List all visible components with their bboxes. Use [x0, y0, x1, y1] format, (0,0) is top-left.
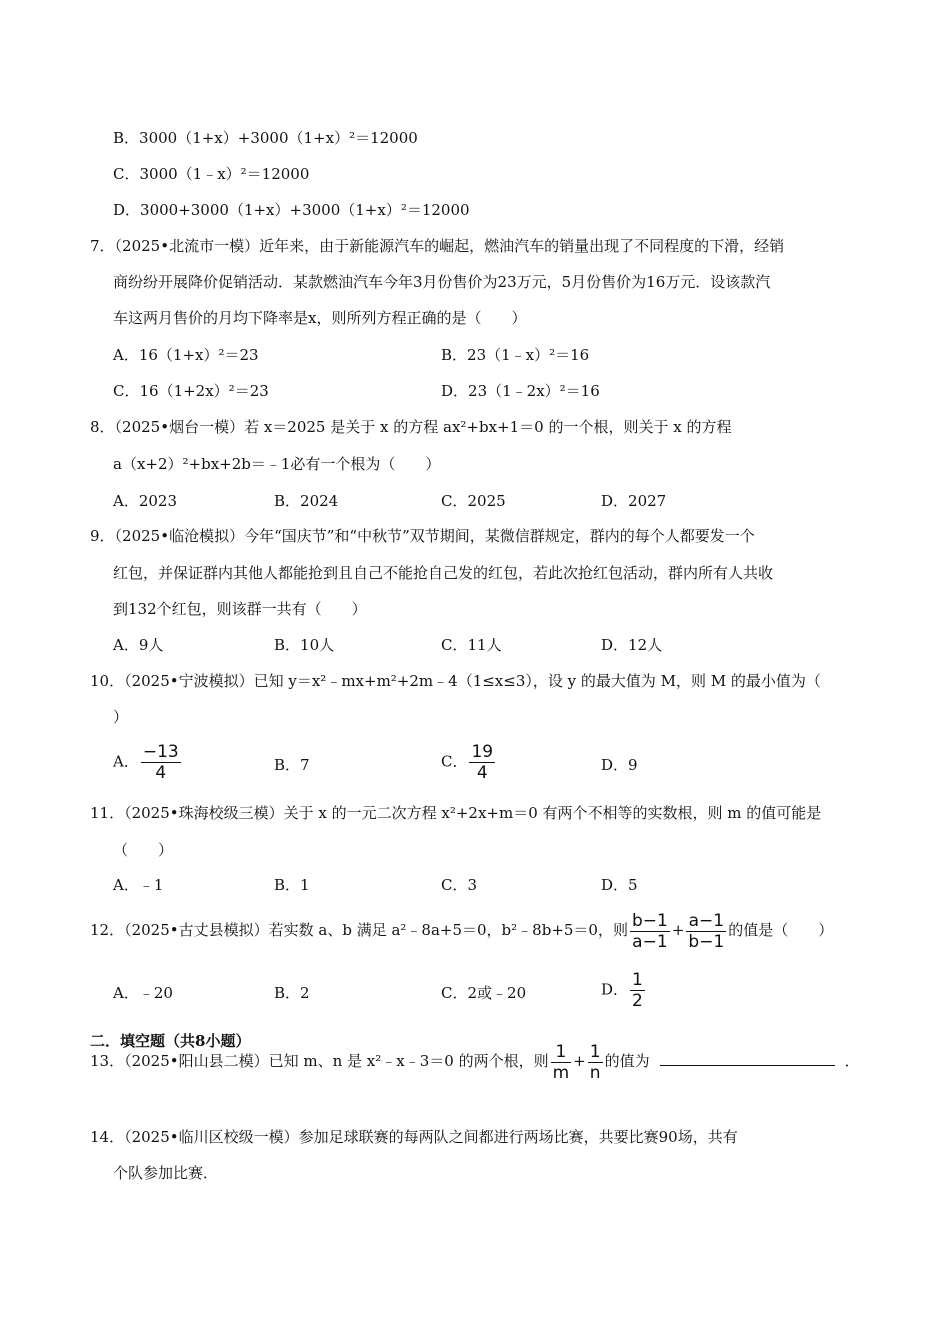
q11-line1: 11．（2025•珠海校级三模）关于 x 的一元二次方程 x²+2x+m＝0 有两个不相等的实数根，则 m 的值可能是 — [90, 804, 822, 822]
q10-line2: ） — [113, 708, 129, 726]
fraction-denominator: 4 — [476, 763, 488, 783]
fraction-numerator: 1 — [589, 1041, 601, 1062]
q11-line2: （ ） — [113, 841, 174, 859]
q6-option-b: B．3000（1+x）+3000（1+x）²＝12000 — [113, 129, 418, 147]
q14-line2: 个队参加比赛． — [113, 1164, 219, 1182]
section-heading-fill-in: 二．填空题（共8小题） — [90, 1032, 251, 1050]
q10-option-a-fraction — [141, 742, 181, 783]
q9-option-c: C．11人 — [441, 636, 502, 654]
q11-option-b: B．1 — [274, 876, 310, 894]
q13-prefix: 13．（2025•阳山县二模）已知 m、n 是 x²﹣x﹣3＝0 的两个根，则 — [90, 1052, 549, 1070]
q12-option-d-fraction — [630, 970, 645, 1011]
q13-fraction-2 — [588, 1042, 603, 1083]
fraction-numerator: 1 — [551, 1042, 572, 1063]
q12-fraction-2 — [686, 911, 726, 952]
q8-option-a: A．2023 — [113, 492, 178, 510]
q13-end: ． — [844, 1052, 860, 1070]
q7-option-a: A．16（1+x）²＝23 — [113, 346, 259, 364]
q6-option-d: D．3000+3000（1+x）+3000（1+x）²＝12000 — [113, 201, 470, 219]
fraction-numerator: −13 — [142, 742, 179, 762]
q7-line3: 车这两月售价的月均下降率是x，则所列方程正确的是（ ） — [113, 309, 527, 327]
q7-number: 7． — [90, 237, 115, 255]
q8-line2: a（x+2）²+bx+2b＝﹣1必有一个根为（ ） — [113, 455, 441, 473]
q11-option-d: D．5 — [601, 876, 638, 894]
q9-line1: 9．（2025•临沧模拟）今年“国庆节”和“中秋节”双节期间，某微信群规定，群内的每个人都要发一个 — [90, 527, 755, 545]
q12-option-b: B．2 — [274, 984, 310, 1002]
q12-suffix: 的值是（ ） — [728, 921, 834, 939]
q10-option-b: B．7 — [274, 756, 310, 774]
q9-line2: 红包，并保证群内其他人都能抢到且自己不能抢自己发的红包，若此次抢红包活动，群内所有人共收 — [113, 564, 774, 582]
q11-option-c: C．3 — [441, 876, 478, 894]
q10-option-c-label: C． — [441, 752, 468, 771]
q7-line1 — [90, 236, 784, 256]
fraction-denominator: b−1 — [688, 931, 725, 952]
fraction-denominator: a−1 — [632, 931, 668, 952]
q12-fraction-1 — [630, 911, 670, 952]
q9-option-b: B．10人 — [274, 636, 335, 654]
fraction-denominator: 2 — [632, 991, 643, 1011]
q7-text1: 近年来，由于新能源汽车的崛起，燃油汽车的销量出现了不同程度的下滑，经销 — [259, 237, 785, 255]
q8-option-b: B．2024 — [274, 492, 339, 510]
q8-option-d: D．2027 — [601, 492, 667, 510]
plus-sign: + — [573, 1052, 586, 1070]
q10-option-d: D．9 — [601, 756, 638, 774]
q6-option-c: C．3000（1﹣x）²＝12000 — [113, 165, 310, 183]
q13-fraction-1 — [551, 1042, 572, 1083]
q12-option-c: C．2或﹣20 — [441, 984, 527, 1002]
q11-option-a: A．﹣1 — [113, 876, 164, 894]
fraction-numerator: 19 — [471, 742, 494, 762]
q10-option-c-fraction — [469, 742, 495, 783]
q10-line1: 10．（2025•宁波模拟）已知 y＝x²﹣mx+m²+2m﹣4（1≤x≤3），设 y 的最大值为 M，则 M 的最小值为（ — [90, 672, 821, 690]
q14-line1: 14．（2025•临川区校级一模）参加足球联赛的每两队之间都进行两场比赛，共要比赛90场，共有 — [90, 1128, 738, 1146]
plus-sign: + — [671, 921, 685, 939]
q10-option-a-label: A． — [113, 752, 139, 771]
q10-option-c — [441, 742, 497, 783]
fraction-numerator: 1 — [632, 970, 643, 990]
fraction-numerator: b−1 — [631, 910, 668, 931]
q8-option-c: C．2025 — [441, 492, 506, 510]
q12-prefix: 12．（2025•古丈县模拟）若实数 a、b 满足 a²﹣8a+5＝0，b²﹣8b+5＝0，则 — [90, 921, 628, 939]
q13-line1 — [90, 1041, 860, 1083]
fraction-denominator: 4 — [155, 763, 167, 783]
q7-option-d: D．23（1﹣2x）²＝16 — [441, 382, 600, 400]
q7-option-b: B．23（1﹣x）²＝16 — [441, 346, 590, 364]
q12-option-d-label: D． — [601, 980, 629, 999]
q7-line2: 商纷纷开展降价促销活动．某款燃油汽车今年3月份售价为23万元，5月份售价为16万元．设该款汽 — [113, 273, 771, 291]
fraction-numerator: a−1 — [686, 911, 726, 932]
q10-option-a — [113, 742, 183, 783]
q7-option-c: C．16（1+2x）²＝23 — [113, 382, 269, 400]
q13-suffix: 的值为 — [604, 1052, 650, 1070]
answer-blank[interactable] — [660, 1051, 835, 1066]
q9-option-d: D．12人 — [601, 636, 663, 654]
fraction-denominator: m — [552, 1062, 570, 1083]
q8-line1: 8．（2025•烟台一模）若 x＝2025 是关于 x 的方程 ax²+bx+1＝0 的一个根，则关于 x 的方程 — [90, 418, 732, 436]
q12-line1 — [90, 910, 833, 952]
q12-option-a: A．﹣20 — [113, 984, 173, 1002]
q9-line3: 到132个红包，则该群一共有（ ） — [113, 600, 367, 618]
q12-option-d — [601, 970, 647, 1011]
q7-source: （2025•北流市一模） — [114, 237, 260, 255]
q9-option-a: A．9人 — [113, 636, 164, 654]
fraction-denominator: n — [589, 1062, 601, 1083]
